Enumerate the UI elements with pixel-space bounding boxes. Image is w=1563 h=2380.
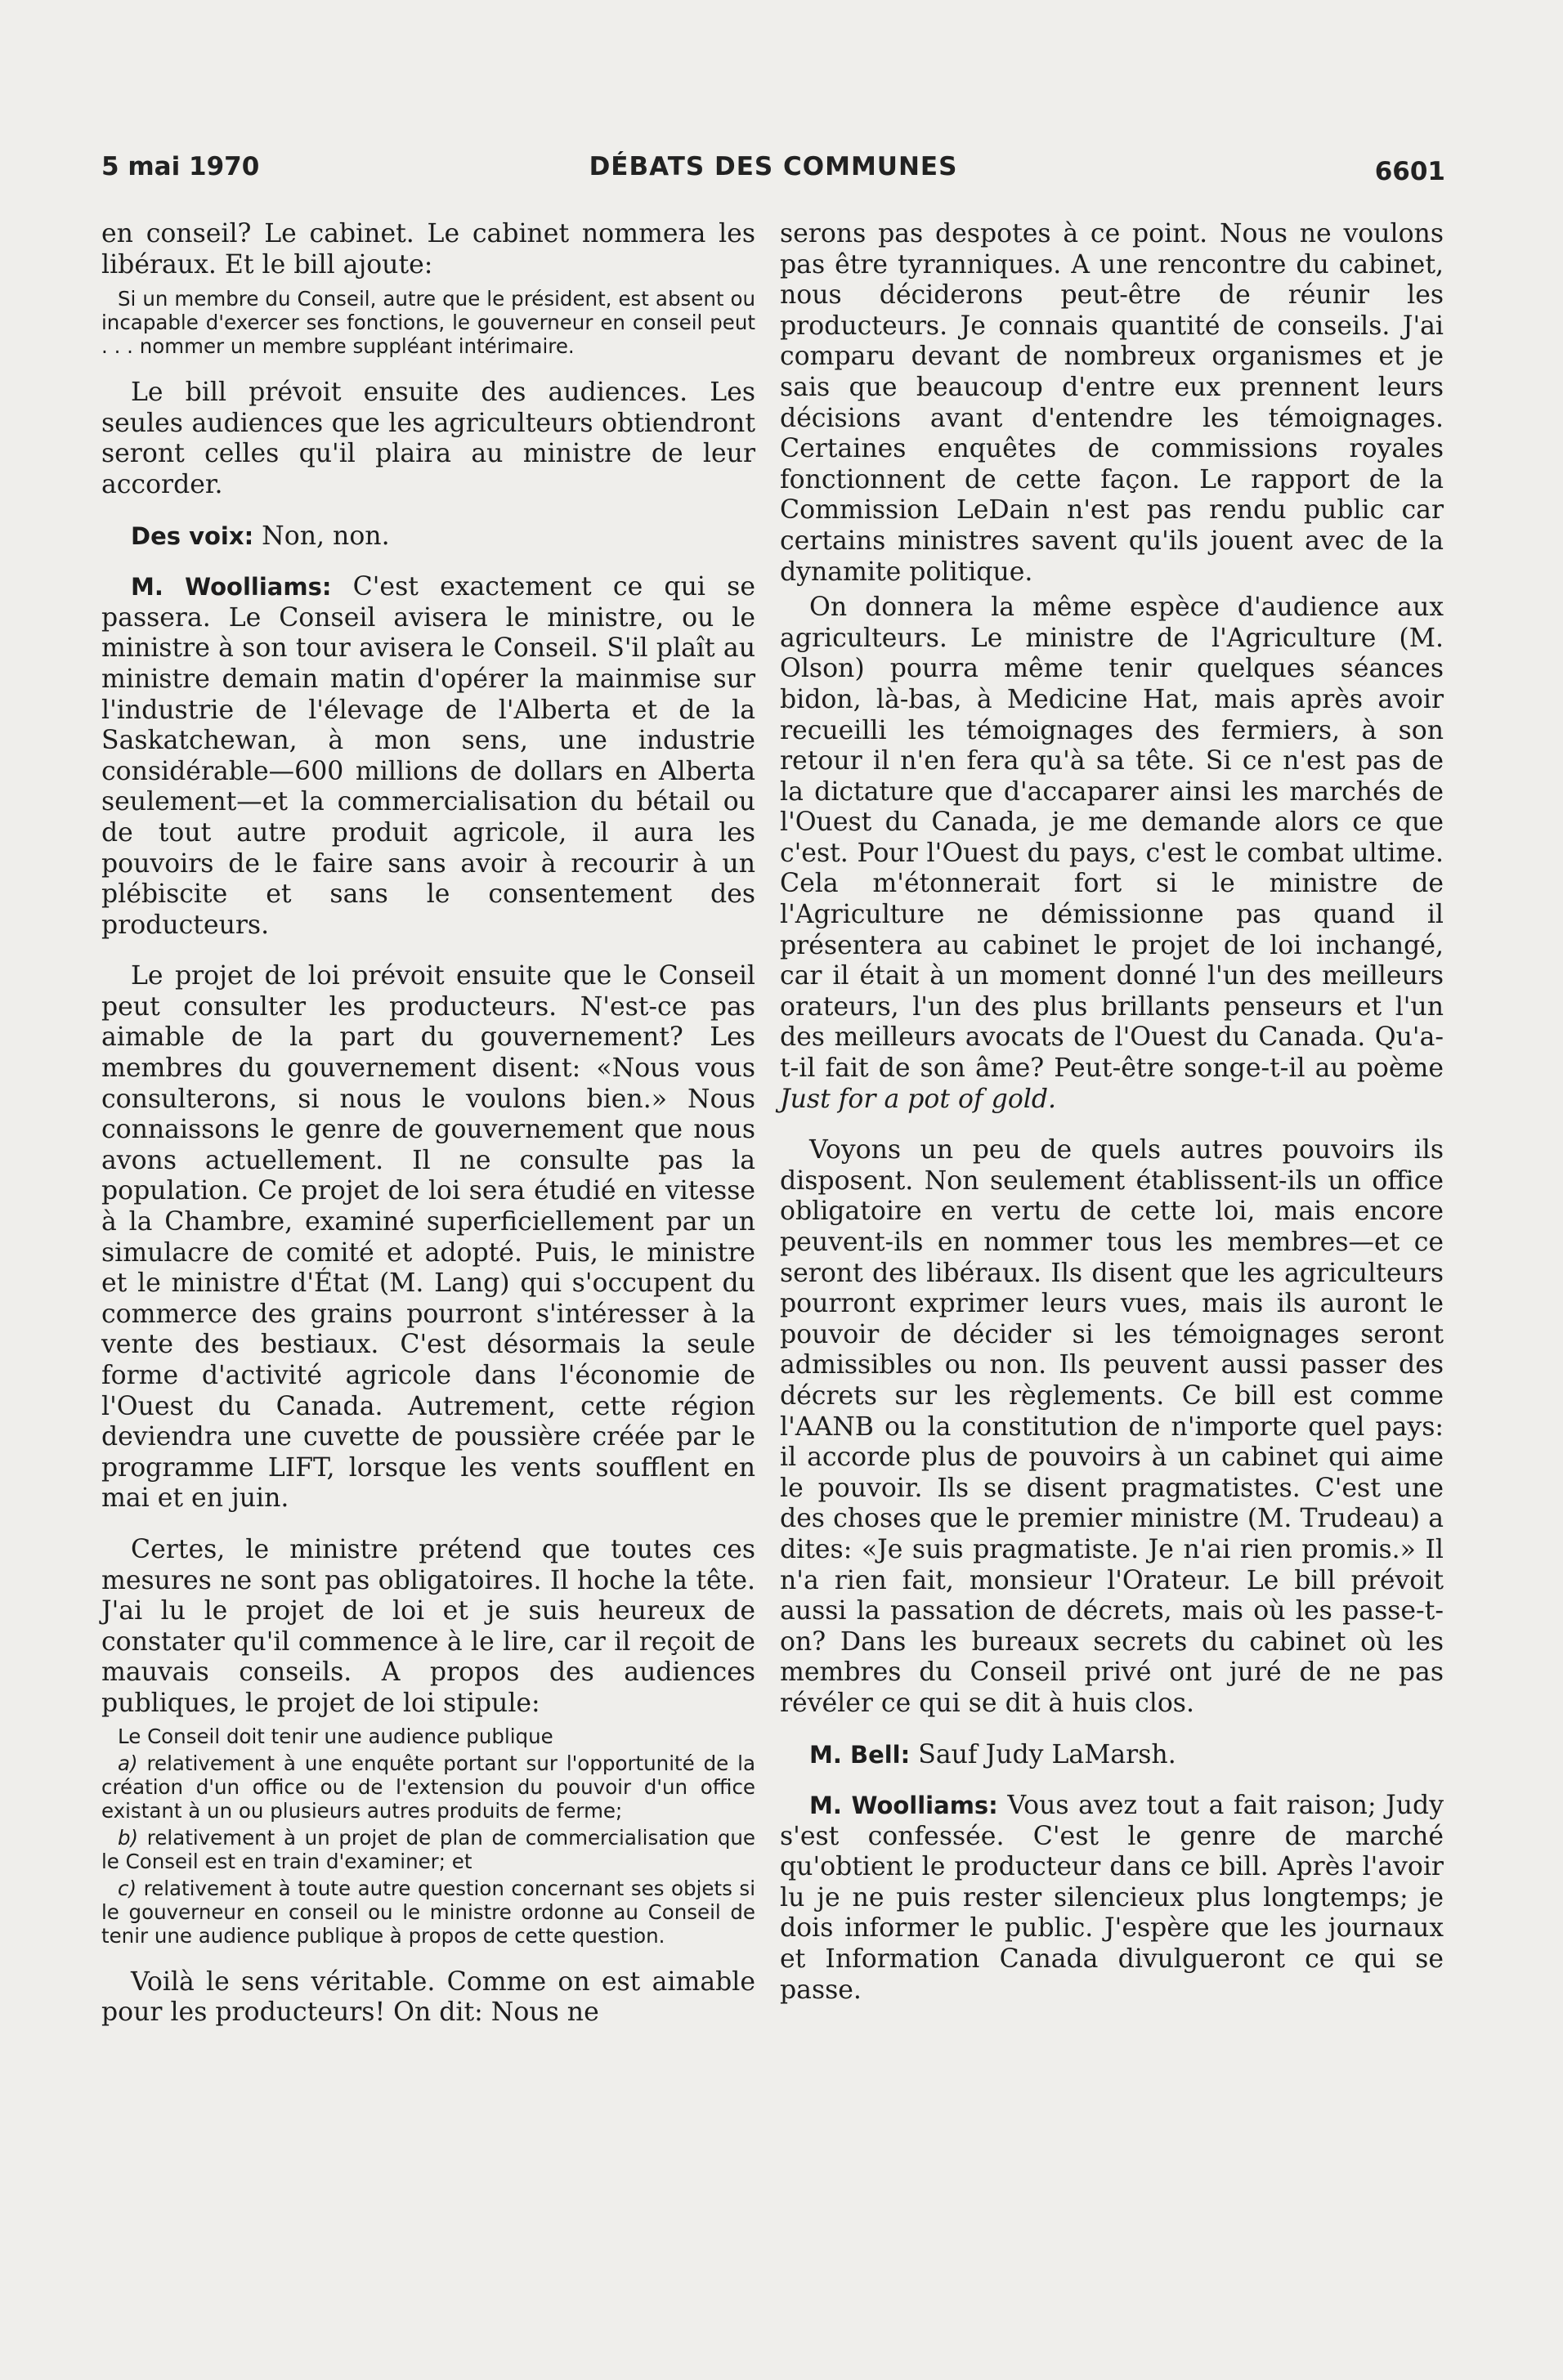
- right-column: [780, 219, 1444, 2006]
- header-date: 5 mai 1970: [101, 152, 260, 181]
- speaker-name: M. Woolliams:: [809, 1792, 998, 1820]
- header-title: DÉBATS DES COMMUNES: [589, 152, 958, 181]
- quote-text: Si un membre du Conseil, autre que le président, est absent ou incapable d'exercer ses fonctions, le gouverneur en conseil peut . . . nommer un membre suppléant intérimaire.: [101, 287, 755, 359]
- speech: [780, 1740, 1444, 1771]
- item-text: relativement à une enquête portant sur l'opportunité de la création d'un office ou de l'extension du pouvoir d'un office existant à un ou plusieurs autres produits de ferme;: [101, 1751, 755, 1823]
- item-label: a): [118, 1751, 138, 1775]
- speech-text: Non, non.: [253, 521, 390, 551]
- paragraph: Voyons un peu de quels autres pouvoirs ils disposent. Non seulement établissent-ils un office obligatoire en vertu de cette loi, mais encore peuvent-ils en nommer tous les membres—et ce seront des libéraux. Ils disent que les agriculteurs pourront exprimer leurs vues, mais ils auront le pouvoir de décider si les témoignages seront admissibles ou non. Ils peuvent aussi passer des décrets sur les règlements. Ce bill est comme l'AANB ou la constitution de n'importe quel pays: il accorde plus de pouvoirs à un cabinet qui aime le pouvoir. Ils se disent pragmatistes. C'est une des choses que le premier ministre (M. Trudeau) a dites: «Je suis pragmatiste. Je n'ai rien promis.» Il n'a rien fait, monsieur l'Orateur. Le bill prévoit aussi la passation de décrets, mais où les passe-t-on? Dans les bureaux secrets du cabinet où les membres du Conseil privé ont juré de ne pas révéler ce qui se dit à huis clos.: [780, 1135, 1444, 1718]
- item-text: relativement à toute autre question concernant ses objets si le gouverneur en conseil ou le ministre ordonne au Conseil de tenir une audience publique à propos de cette question.: [101, 1876, 755, 1948]
- paragraph: Le bill prévoit ensuite des audiences. Les seules audiences que les agriculteurs obtiendront seront celles qu'il plaira au ministre de leur accorder.: [101, 378, 755, 499]
- speaker-name: M. Woolliams:: [131, 573, 332, 602]
- speech-text: Sauf Judy LaMarsh.: [910, 1739, 1176, 1769]
- paragraph: Voilà le sens véritable. Comme on est aimable pour les producteurs! On dit: Nous ne: [101, 1966, 755, 2028]
- speech: [101, 521, 755, 552]
- bill-quote: [101, 287, 755, 358]
- left-column: [101, 219, 755, 2029]
- item-label: c): [118, 1876, 137, 1900]
- speech: [780, 1791, 1444, 2006]
- quote-text: Le Conseil doit tenir une audience publique: [118, 1724, 553, 1748]
- quote-item: [101, 1877, 755, 1948]
- page-header: [101, 152, 1445, 193]
- paragraph: serons pas despotes à ce point. Nous ne voulons pas être tyranniques. A une rencontre du cabinet, nous déciderons peut-être de réunir les producteurs. Je connais quantité de conseils. J'ai comparu devant de nombreux organismes et je sais que beaucoup d'entre eux prennent leurs décisions avant d'entendre les témoignages. Certaines enquêtes de commissions royales fonctionnent de cette façon. Le rapport de la Commission LeDain n'est pas rendu public car certains ministres savent qu'ils jouent avec de la dynamite politique.: [780, 219, 1444, 587]
- paragraph-text: On donnera la même espèce d'audience aux agriculteurs. Le ministre de l'Agriculture (M. Olson) pourra même tenir quelques séances bidon, là-bas, à Medicine Hat, mais après avoir recueilli les témoignages des fermiers, à son retour il n'en fera qu'à sa tête. Si ce n'est pas de la dictature que d'accaparer ainsi les marchés de l'Ouest du Canada, je me demande alors ce que c'est. Pour l'Ouest du pays, c'est le combat ultime. Cela m'étonnerait fort si le ministre de l'Agriculture ne démissionne pas quand il présentera au cabinet le projet de loi inchangé, car il était à un moment donné l'un des meilleurs orateurs, l'un des plus brillants penseurs et l'un des meilleurs avocats de l'Ouest du Canada. Qu'a-t-il fait de son âme? Peut-être songe-t-il au poème: [780, 593, 1444, 1084]
- paragraph: Certes, le ministre prétend que toutes ces mesures ne sont pas obligatoires. Il hoche la tête. J'ai lu le projet de loi et je suis heureux de constater qu'il commence à le lire, car il reçoit de mauvais conseils. A propos des audiences publiques, le projet de loi stipule:: [101, 1534, 755, 1718]
- quote-item: [101, 1751, 755, 1823]
- speech: [101, 572, 755, 941]
- speech-text: C'est exactement ce qui se passera. Le Conseil avisera le ministre, ou le ministre à son tour avisera le Conseil. S'il plaît au ministre demain matin d'opérer la mainmise sur l'industrie de l'élevage de l'Alberta et de la Saskatchewan, à mon sens, une industrie considérable—600 millions de dollars en Alberta seulement—et la commercialisation du bétail ou de tout autre produit agricole, il aura les pouvoirs de le faire sans avoir à recourir à un plébiscite et sans le consentement des producteurs.: [101, 572, 755, 940]
- quote-item: [101, 1826, 755, 1873]
- paragraph: en conseil? Le cabinet. Le cabinet nommera les libéraux. Et le bill ajoute:: [101, 219, 755, 280]
- poem-title: Just for a pot of gold.: [780, 1084, 1057, 1114]
- paragraph: Le projet de loi prévoit ensuite que le Conseil peut consulter les producteurs. N'est-ce pas aimable de la part du gouvernement? Les membres du gouvernement disent: «Nous vous consulterons, si nous le voulons bien.» Nous connaissons le genre de gouvernement que nous avons actuellement. Il ne consulte pas la population. Ce projet de loi sera étudié en vitesse à la Chambre, examiné superficiellement par un simulacre de comité et adopté. Puis, le ministre et le ministre d'État (M. Lang) qui s'occupent du commerce des grains pourront s'intéresser à la vente des bestiaux. C'est désormais la seule forme d'activité agricole dans l'économie de l'Ouest du Canada. Autrement, cette région deviendra une cuvette de poussière créée par le programme LIFT, lorsque les vents soufflent en mai et en juin.: [101, 961, 755, 1514]
- speech-text: Vous avez tout a fait raison; Judy s'est confessée. C'est le genre de marché qu'obtient le producteur dans ce bill. Après l'avoir lu je ne puis rester silencieux plus longtemps; je dois informer le public. J'espère que les journaux et Information Canada divulgueront ce qui se passe.: [780, 1791, 1444, 2005]
- paragraph: [780, 593, 1444, 1115]
- speaker-name: Des voix:: [131, 521, 254, 550]
- page-number: 6601: [1374, 157, 1445, 186]
- item-text: relativement à un projet de plan de commercialisation que le Conseil est en train d'examiner; et: [101, 1825, 755, 1873]
- bill-quote: [101, 1725, 755, 1948]
- item-label: b): [118, 1825, 139, 1850]
- speaker-name: M. Bell:: [809, 1740, 911, 1769]
